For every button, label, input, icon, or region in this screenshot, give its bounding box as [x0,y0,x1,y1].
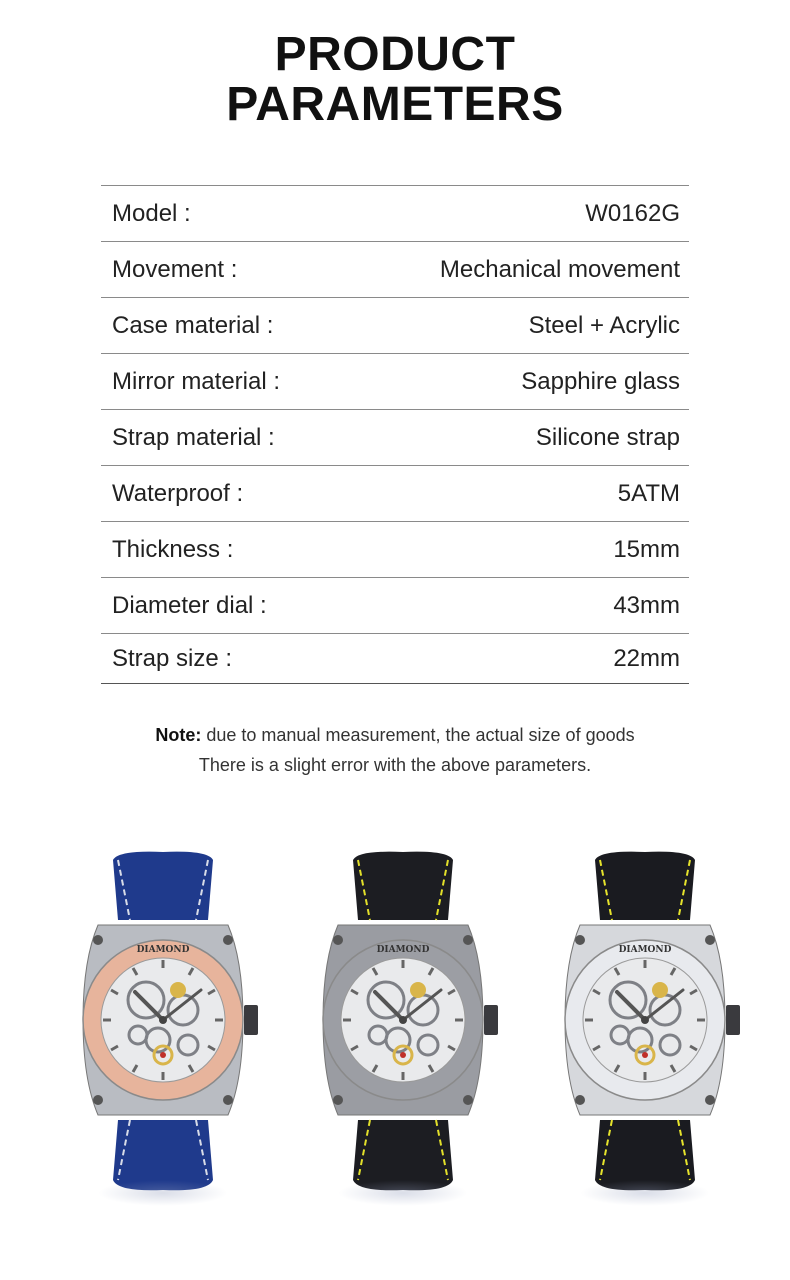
param-value: 22mm [613,644,680,672]
case-screw [463,1095,473,1105]
param-label: Strap material : [112,423,275,451]
case-screw [575,1095,585,1105]
hand-pin [641,1016,649,1024]
brand-name: DIAMOND [618,945,672,955]
case-screw [463,935,473,945]
watch-reflection [98,1180,228,1206]
gold-gear [410,982,426,998]
param-value: Steel + Acrylic [528,311,680,339]
param-label: Mirror material : [112,367,281,395]
note-label: Note: [155,725,202,745]
param-value: Mechanical movement [439,255,680,283]
tourbillon-jewel [160,1052,166,1058]
param-row-model [101,186,689,242]
hand-pin [159,1016,167,1024]
crown [726,1005,740,1035]
crown [484,1005,498,1035]
tourbillon-jewel [400,1052,406,1058]
watch-reflection [580,1180,710,1206]
brand-name: DIAMOND [136,945,190,955]
case-screw [93,935,103,945]
watch-illustration [298,850,508,1210]
param-value: Silicone strap [535,423,680,451]
param-row-thickness [101,522,689,578]
param-label: Diameter dial : [112,591,267,619]
case-screw [575,935,585,945]
param-label: Model : [112,199,191,227]
tourbillon-jewel [642,1052,648,1058]
param-value: 43mm [613,591,680,619]
gold-gear [652,982,668,998]
brand-name: DIAMOND [376,945,430,955]
watch-image-blue-rose [58,850,268,1210]
note-text-1: due to manual measurement, the actual size of goods [201,725,635,745]
param-value: 5ATM [617,479,680,507]
case-screw [705,935,715,945]
param-row-strap-material [101,410,689,466]
param-label: Strap size : [112,644,233,672]
hand-pin [399,1016,407,1024]
param-value: Sapphire glass [521,367,680,395]
param-row-strap-size [101,634,689,684]
watch-illustration [540,850,750,1210]
case-screw [93,1095,103,1105]
note-line-1 [0,720,790,750]
case-screw [333,1095,343,1105]
param-label: Movement : [112,255,238,283]
watch-image-black-gunmetal [298,850,508,1210]
note-line-2: There is a slight error with the above parameters. [198,755,592,775]
param-row-case-material [101,298,689,354]
case-screw [223,1095,233,1105]
param-value: 15mm [613,535,680,563]
param-label: Case material : [112,311,274,339]
crown [244,1005,258,1035]
case-screw [223,935,233,945]
watch-image-black-silver [540,850,750,1210]
param-label: Thickness : [112,535,234,563]
page-title [0,30,790,130]
param-row-mirror-material [101,354,689,410]
case-screw [705,1095,715,1105]
case-screw [333,935,343,945]
measurement-note [0,720,790,780]
parameters-table [101,185,689,684]
watch-gallery [0,850,790,1210]
watch-reflection [338,1180,468,1206]
param-row-movement [101,242,689,298]
title-line-2: PARAMETERS [226,78,564,131]
title-line-1: PRODUCT [274,28,516,81]
param-row-diameter-dial [101,578,689,634]
param-value: W0162G [585,199,680,227]
gold-gear [170,982,186,998]
watch-illustration [58,850,268,1210]
param-row-waterproof [101,466,689,522]
param-label: Waterproof : [112,479,244,507]
